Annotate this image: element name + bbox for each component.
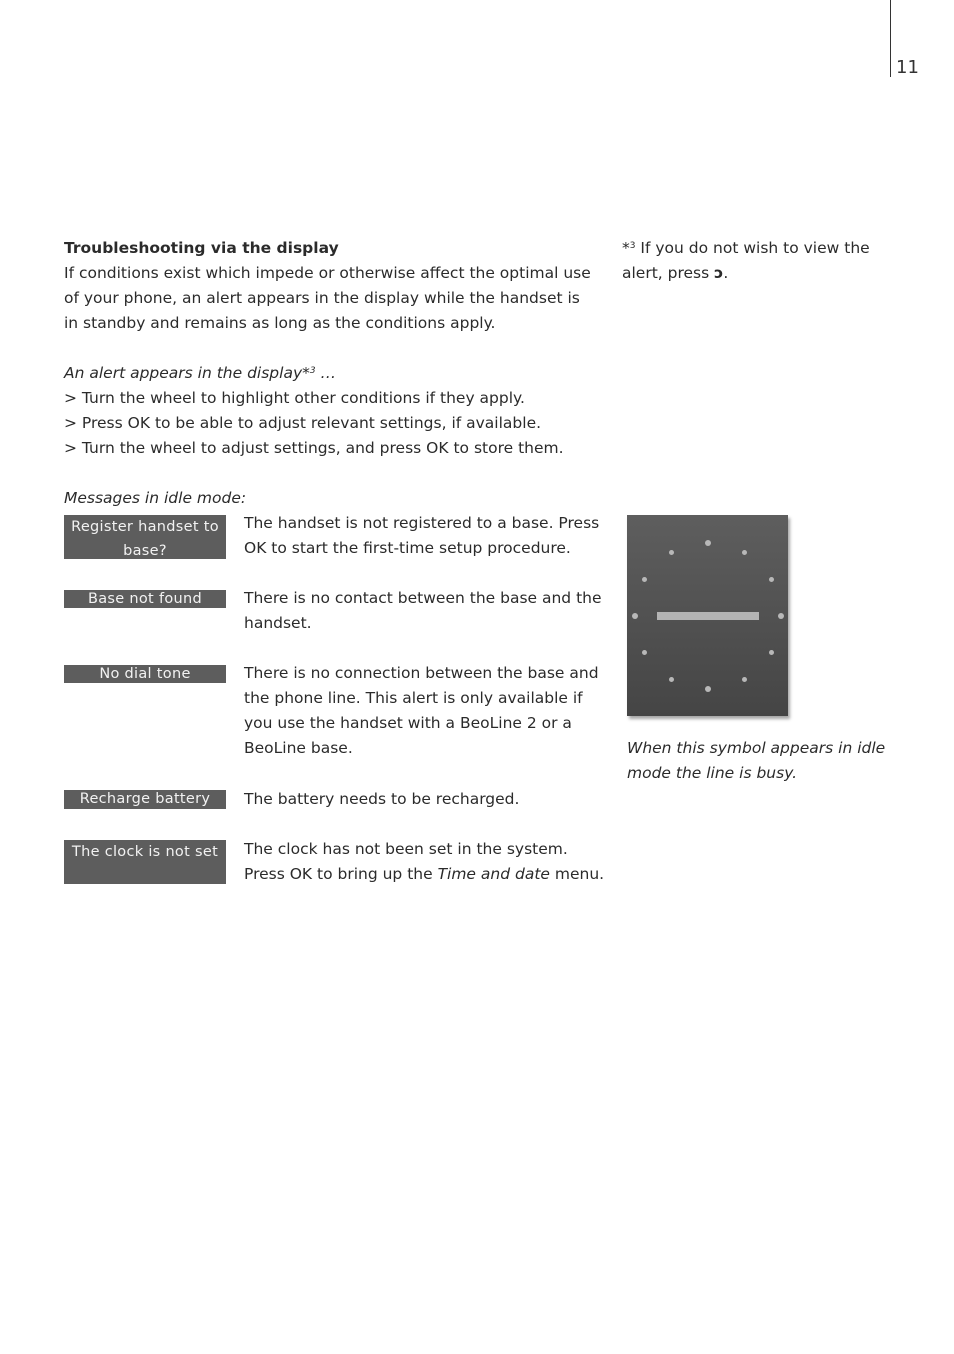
messages-heading: Messages in idle mode: [64, 489, 247, 507]
message-label: The clock is not set [64, 840, 226, 884]
message-description: There is no connection between the base and the phone line. This alert is only available if you use the handset with a BeoLine 2 or a BeoLine base. [244, 664, 599, 757]
return-arrow-icon: ↄ [714, 264, 724, 282]
dial-dot [642, 650, 647, 655]
step-1 [64, 386, 609, 411]
footnote-number: 3 [629, 241, 636, 251]
figure-caption: When this symbol appears in idle mode the line is busy. [627, 739, 886, 782]
message-description [244, 837, 609, 887]
step-3 [64, 436, 609, 461]
busy-line-display-figure [627, 515, 788, 716]
step-2-text: > Press [64, 414, 128, 432]
page-number: 11 [896, 57, 919, 78]
message-description: There is no contact between the base and the handset. [244, 589, 602, 632]
alert-lead-ellipsis: … [315, 364, 337, 382]
footnote-asterisk: * [622, 239, 630, 257]
page-divider-line [890, 0, 891, 77]
message-label: Register handset to base? [64, 515, 226, 559]
alert-lead-text: An alert appears in the display* [64, 364, 310, 382]
section-heading: Troubleshooting via the display [64, 239, 339, 257]
message-description: The battery needs to be recharged. [244, 790, 520, 808]
dial-dot [669, 550, 674, 555]
footnote [622, 236, 882, 286]
dial-dot [705, 540, 711, 546]
step-2-text-end: to be able to adjust relevant settings, if available. [150, 414, 542, 432]
message-label: No dial tone [64, 665, 226, 683]
ok-key-label: OK [127, 414, 151, 432]
dial-dot [632, 613, 638, 619]
intro-paragraph: If conditions exist which impede or otherwise affect the optimal use of your phone, an alert appears in the display while the handset is in standby and remains as long as the conditions apply. [64, 264, 591, 332]
footnote-text: If you do not wish to view the alert, press [622, 239, 870, 282]
alert-footnote-mark: 3 [309, 366, 316, 376]
message-description-text: The clock has not been set in the system. Press OK to bring up the [244, 840, 568, 883]
message-description: The handset is not registered to a base. Press OK to start the first-time setup procedure. [244, 514, 600, 557]
message-description-end: menu. [549, 865, 605, 883]
dial-dot [769, 650, 774, 655]
dial-dot [642, 577, 647, 582]
footnote-end: . [723, 264, 729, 282]
dial-dot [742, 550, 747, 555]
dial-dot [669, 677, 674, 682]
menu-name: Time and date [437, 865, 550, 883]
message-label: Base not found [64, 590, 226, 608]
step-3-text-end: to store them. [448, 439, 564, 457]
main-column [64, 236, 609, 511]
step-1-text: > Turn the wheel to highlight other conditions if they apply. [64, 389, 525, 407]
step-3-text: > Turn the wheel to adjust settings, and press [64, 439, 427, 457]
dial-dot [705, 686, 711, 692]
step-2 [64, 411, 609, 436]
busy-line-bar [657, 612, 759, 620]
dial-dot [769, 577, 774, 582]
alert-lead [64, 361, 609, 386]
ok-key-label: OK [426, 439, 449, 457]
dial-dot [778, 613, 784, 619]
message-label: Recharge battery [64, 790, 226, 809]
dial-dot [742, 677, 747, 682]
